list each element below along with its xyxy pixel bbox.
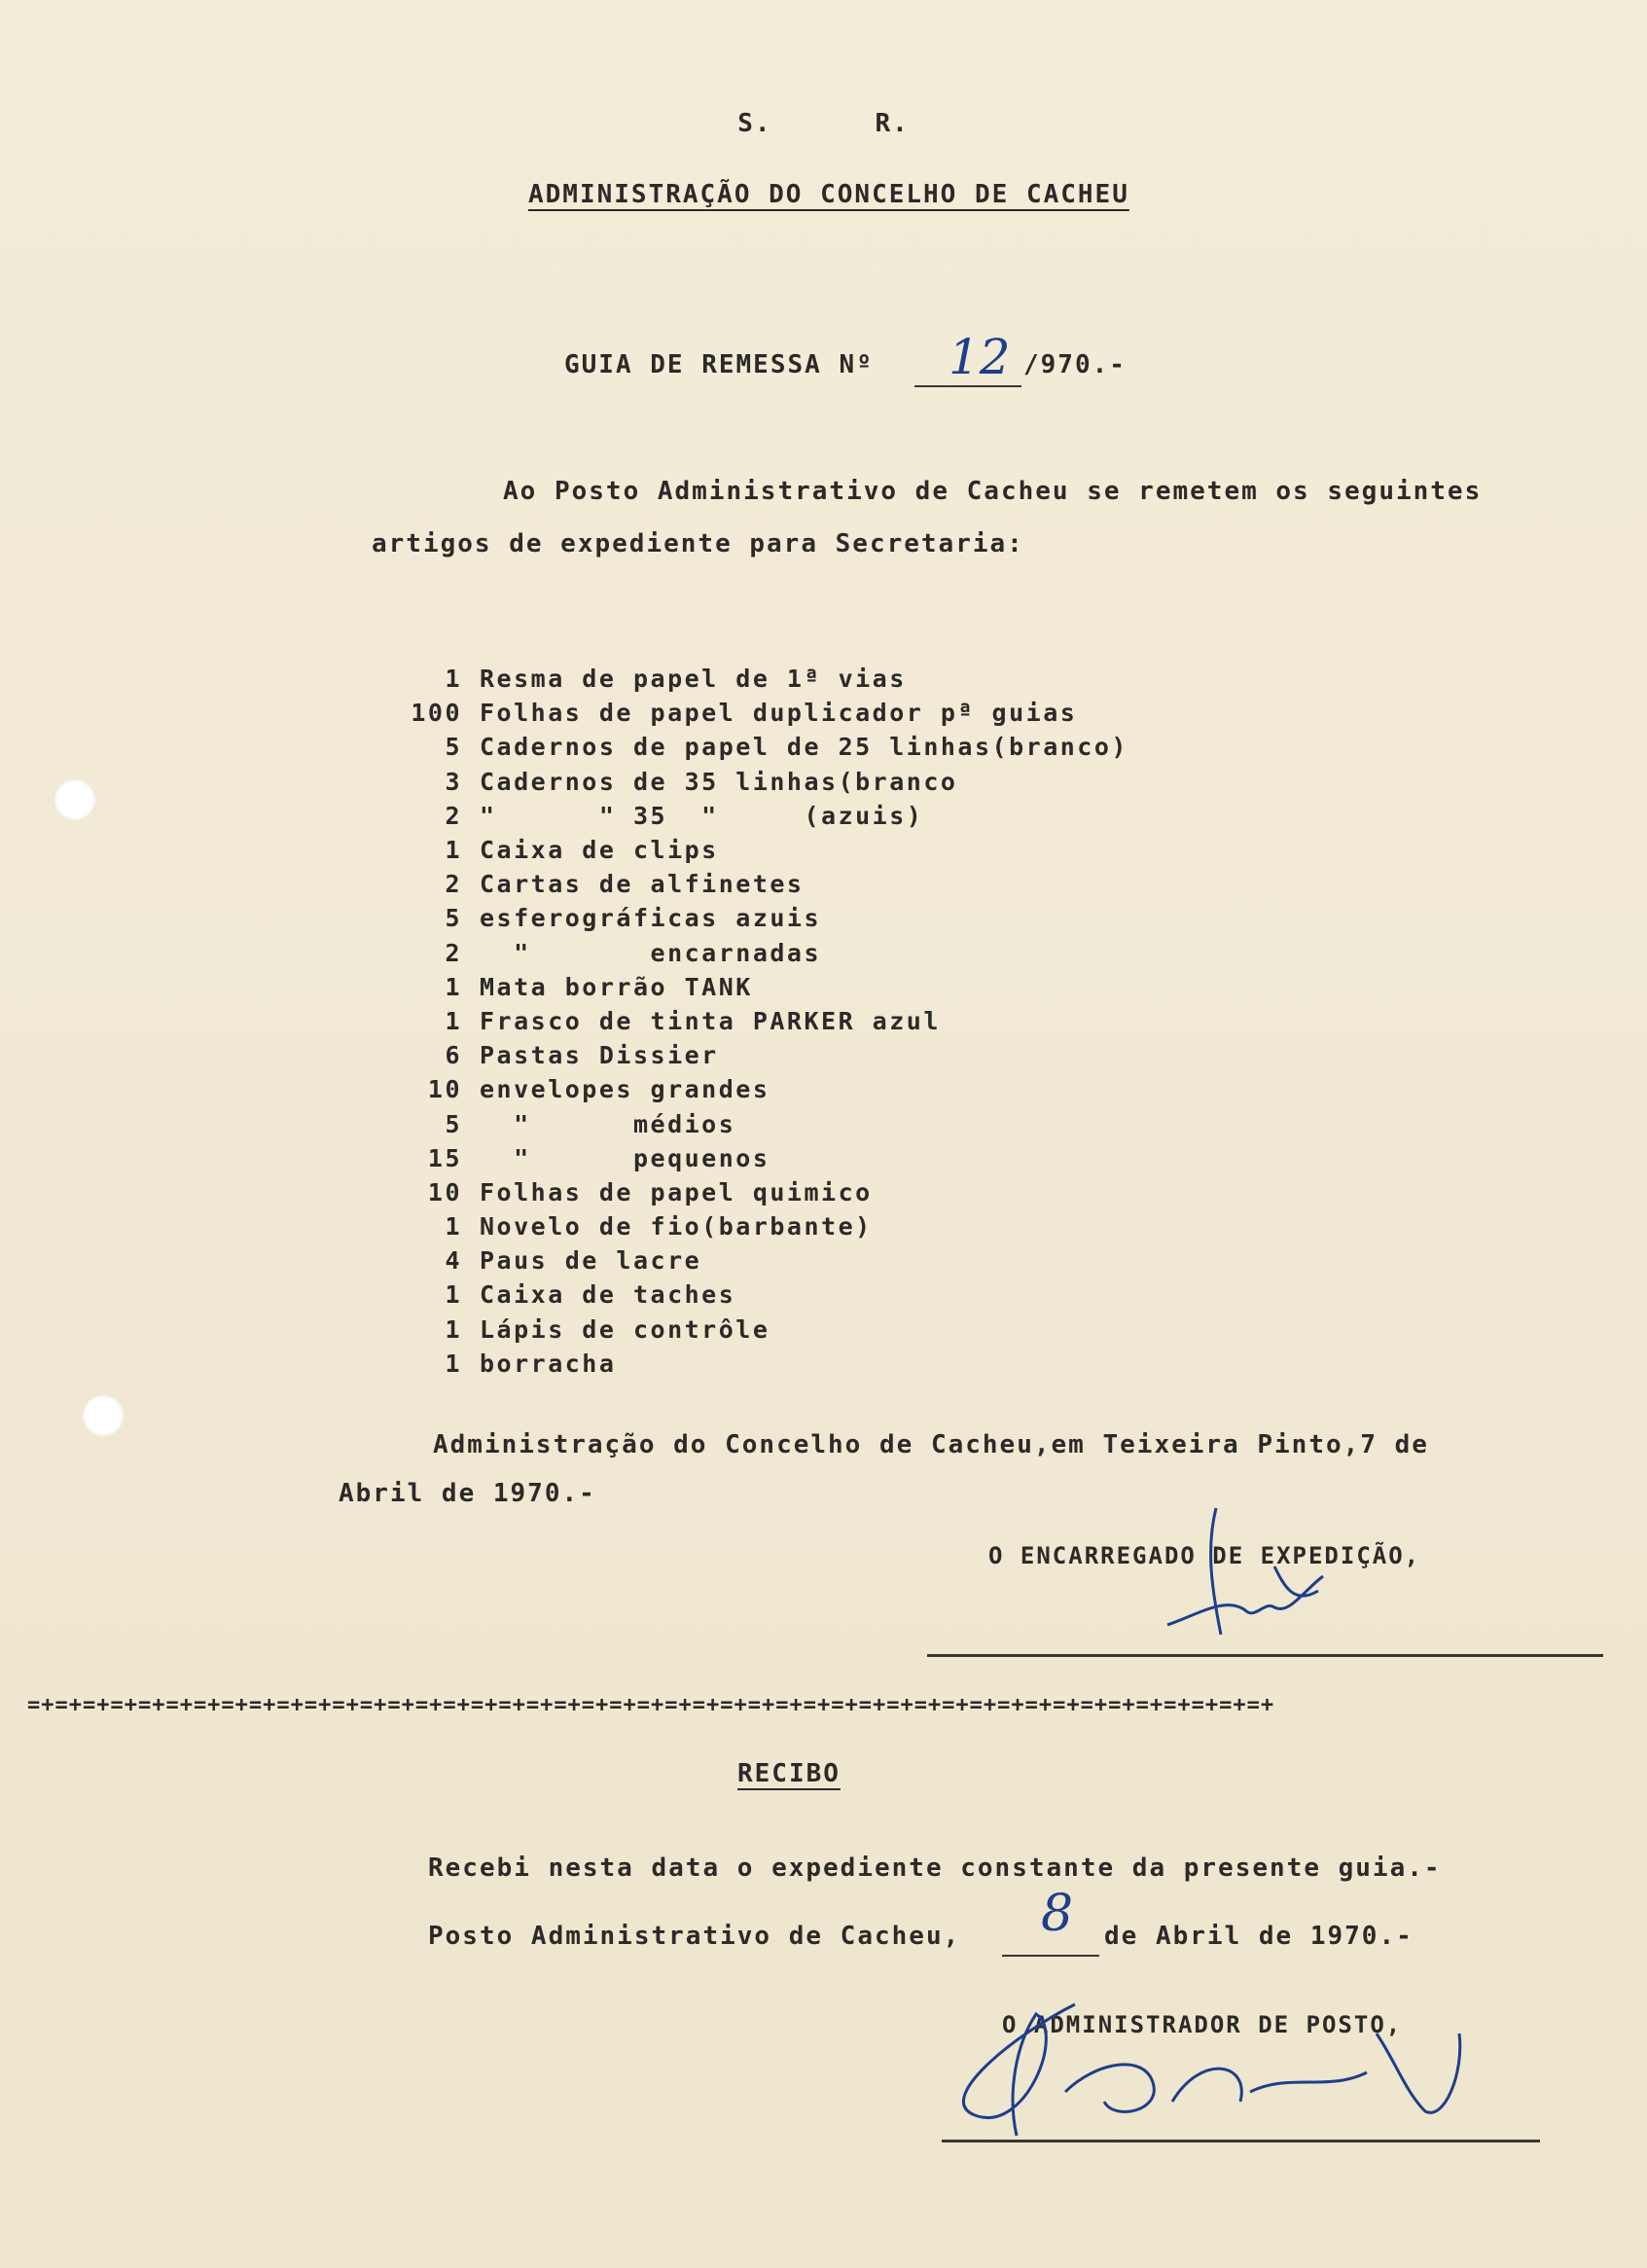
closing-line-1: Administração do Concelho de Cacheu,em Teixeira Pinto,7 de <box>433 1430 1429 1459</box>
item-quantity: 5 <box>445 904 462 933</box>
item-row <box>394 765 1128 799</box>
item-description: Frasco de tinta PARKER azul <box>480 1006 941 1035</box>
guia-prefix: GUIA DE REMESSA Nº <box>564 350 874 379</box>
item-description: Caixa de taches <box>480 1280 736 1310</box>
expedition-signature-line <box>927 1654 1603 1657</box>
intro-line-2: artigos de expediente para Secretaria: <box>372 529 1024 558</box>
item-description: " médios <box>480 1109 736 1138</box>
item-description: Folhas de papel duplicador pª guias <box>480 699 1078 728</box>
item-description: Cadernos de 35 linhas(branco <box>480 767 958 796</box>
recibo-line-2 <box>428 1885 1414 1951</box>
item-row <box>394 1175 1128 1209</box>
item-description: Caixa de clips <box>480 836 719 865</box>
item-row <box>394 696 1128 730</box>
recibo-day-line <box>1002 1955 1099 1957</box>
item-row <box>394 1209 1128 1243</box>
item-row <box>394 1004 1128 1038</box>
recibo-line-1: Recebi nesta data o expediente constante da presente guia.- <box>428 1854 1442 1883</box>
guia-number-line <box>914 385 1021 387</box>
item-quantity: 4 <box>445 1246 462 1276</box>
item-description: Novelo de fio(barbante) <box>480 1212 873 1242</box>
item-quantity: 5 <box>445 733 462 762</box>
item-quantity: 1 <box>445 1280 462 1310</box>
item-description: envelopes grandes <box>480 1075 770 1104</box>
item-description: esferográficas azuis <box>480 904 822 933</box>
item-row <box>394 730 1128 764</box>
item-quantity: 6 <box>445 1041 462 1070</box>
item-description: Paus de lacre <box>480 1246 702 1276</box>
item-description: Lápis de contrôle <box>480 1314 770 1344</box>
item-description: Pastas Dissier <box>480 1041 719 1070</box>
item-quantity: 2 <box>445 938 462 967</box>
item-row <box>394 1038 1128 1072</box>
item-quantity: 1 <box>445 1212 462 1242</box>
item-quantity: 2 <box>445 870 462 899</box>
administrator-signer: O ADMINISTRADOR DE POSTO, <box>1002 2011 1403 2038</box>
administrator-signature-line <box>942 2140 1540 2142</box>
expedition-signature <box>1128 1498 1362 1664</box>
item-quantity: 100 <box>411 699 462 728</box>
item-description: " pequenos <box>480 1143 770 1172</box>
item-description: Mata borrão TANK <box>480 972 753 1001</box>
separator-line: =+=+=+=+=+=+=+=+=+=+=+=+=+=+=+=+=+=+=+=+=+=+=+=+=+=+=+=+=+=+=+=+=+=+=+=+=+=+=+=+=+=+=+=+=+ <box>27 1693 1275 1717</box>
expedition-signer: O ENCARREGADO DE EXPEDIÇÃO, <box>988 1542 1421 1569</box>
item-description: " encarnadas <box>480 938 822 967</box>
recibo-day: 8 <box>1041 1885 1074 1943</box>
guia-number: 12 <box>949 329 1011 385</box>
item-description: Folhas de papel quimico <box>480 1177 873 1206</box>
recibo-title: RECIBO <box>737 1759 841 1788</box>
office-title: ADMINISTRAÇÃO DO CONCELHO DE CACHEU <box>528 180 1129 209</box>
item-row <box>394 833 1128 867</box>
item-row <box>394 1243 1128 1278</box>
guia-suffix: /970.- <box>1023 350 1127 379</box>
punch-hole-bottom <box>82 1394 125 1437</box>
item-row <box>394 1106 1128 1140</box>
item-quantity: 15 <box>427 1143 462 1172</box>
item-description: Cartas de alfinetes <box>480 870 805 899</box>
item-quantity: 1 <box>445 1314 462 1344</box>
item-quantity: 1 <box>445 1349 462 1378</box>
item-row <box>394 1347 1128 1381</box>
item-quantity: 5 <box>445 1109 462 1138</box>
item-quantity: 1 <box>445 665 462 694</box>
item-row <box>394 1278 1128 1312</box>
item-row <box>394 867 1128 901</box>
guia-line <box>564 329 1127 385</box>
administrator-signature <box>919 1975 1522 2150</box>
item-quantity: 3 <box>445 767 462 796</box>
item-row <box>394 1313 1128 1347</box>
item-row <box>394 936 1128 970</box>
item-quantity: 1 <box>445 836 462 865</box>
item-description: Cadernos de papel de 25 linhas(branco) <box>480 733 1128 762</box>
recibo-date: de Abril de 1970.- <box>1104 1922 1414 1951</box>
items-list <box>394 662 1128 1381</box>
item-quantity: 10 <box>427 1177 462 1206</box>
item-description: Resma de papel de 1ª vias <box>480 665 907 694</box>
item-quantity: 1 <box>445 1006 462 1035</box>
item-quantity: 1 <box>445 972 462 1001</box>
item-quantity: 2 <box>445 801 462 830</box>
item-description: borracha <box>480 1349 617 1378</box>
item-row <box>394 662 1128 696</box>
item-row <box>394 1072 1128 1106</box>
item-quantity: 10 <box>427 1075 462 1104</box>
sr-header: S. R. <box>737 109 910 138</box>
closing-line-2: Abril de 1970.- <box>339 1479 596 1508</box>
item-row <box>394 799 1128 833</box>
item-row <box>394 1141 1128 1175</box>
recibo-place: Posto Administrativo de Cacheu, <box>428 1922 961 1951</box>
intro-line-1: Ao Posto Administrativo de Cacheu se remetem os seguintes <box>503 477 1483 506</box>
item-row <box>394 901 1128 935</box>
punch-hole-top <box>54 778 96 821</box>
item-description: " " 35 " (azuis) <box>480 801 924 830</box>
item-row <box>394 970 1128 1004</box>
